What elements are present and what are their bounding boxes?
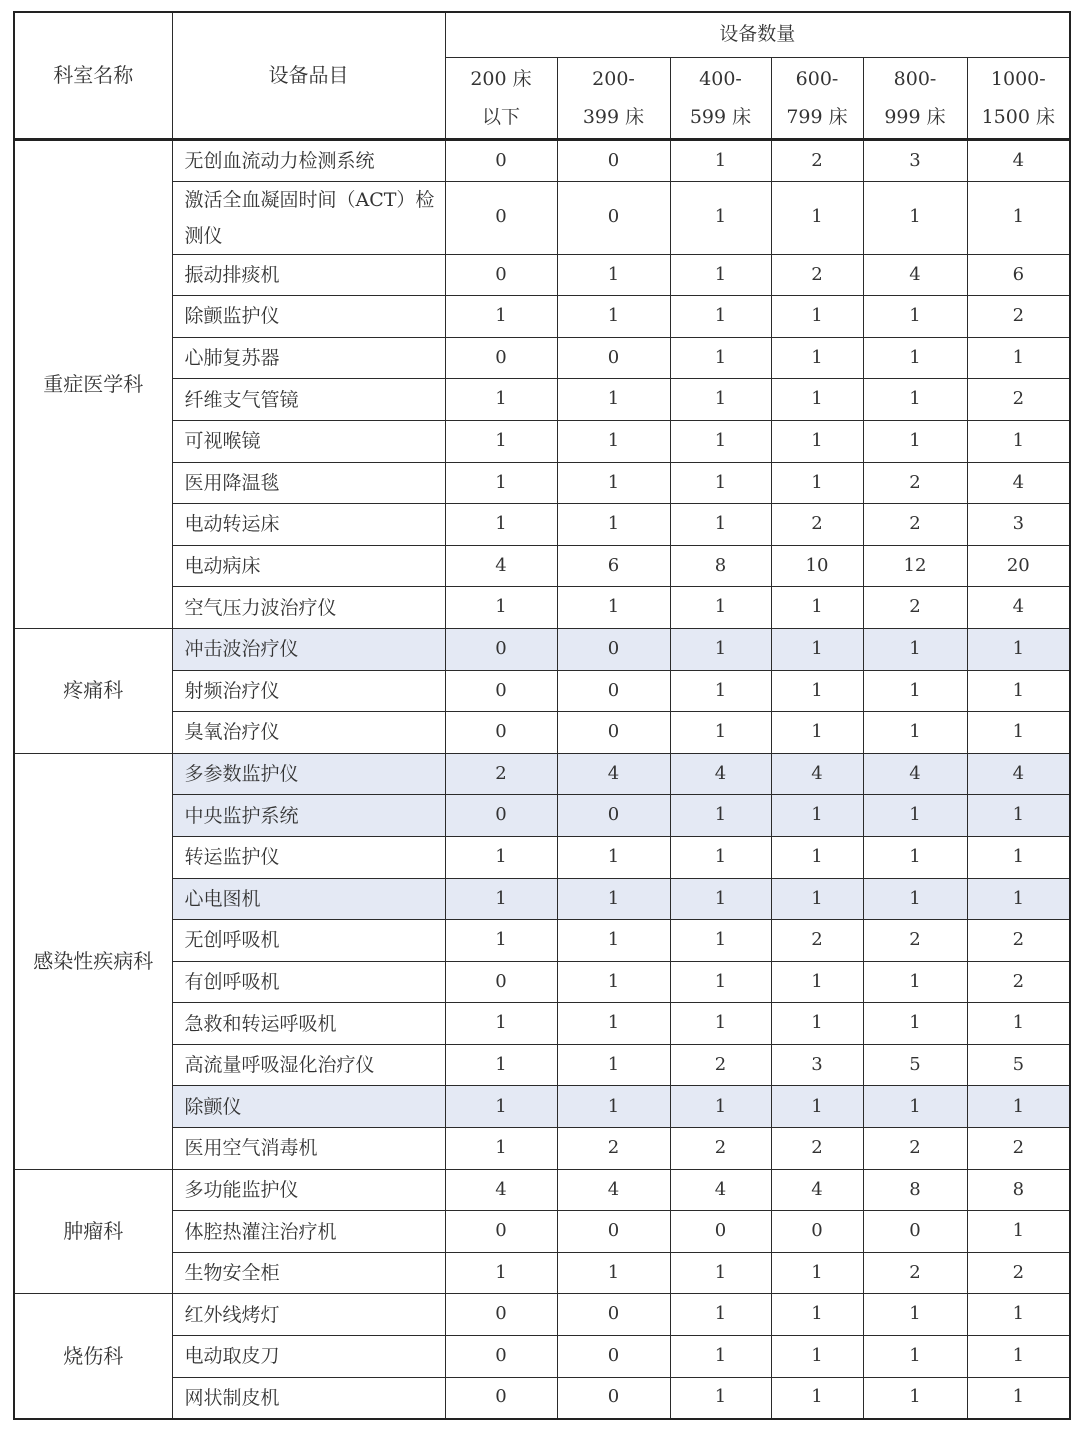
quantity-cell: 2 [967, 296, 1070, 338]
bed-range-line1: 800- [893, 68, 937, 90]
quantity-cell: 1 [771, 961, 863, 1003]
bed-range-line1: 200- [592, 68, 635, 90]
quantity-cell: 1 [771, 628, 863, 670]
quantity-cell: 1 [557, 462, 670, 504]
item-column-header: 设备品目 [172, 12, 445, 140]
quantity-cell: 1 [557, 878, 670, 920]
quantity-cell: 1 [670, 420, 771, 462]
equipment-item: 可视喉镜 [172, 420, 445, 462]
table-row [14, 628, 1070, 670]
table-row [14, 878, 1070, 920]
equipment-item: 除颤监护仪 [172, 296, 445, 338]
quantity-cell: 2 [967, 1252, 1070, 1294]
quantity-cell: 2 [771, 140, 863, 182]
quantity-cell: 1 [967, 1377, 1070, 1419]
quantity-cell: 1 [557, 1086, 670, 1128]
quantity-cell: 1 [863, 1377, 967, 1419]
quantity-cell: 4 [967, 140, 1070, 182]
quantity-cell: 0 [557, 628, 670, 670]
quantity-cell: 1 [863, 296, 967, 338]
table-row [14, 420, 1070, 462]
quantity-cell: 4 [967, 462, 1070, 504]
bed-range-line2: 599 床 [689, 106, 752, 128]
quantity-cell: 1 [670, 836, 771, 878]
equipment-item: 急救和转运呼吸机 [172, 1003, 445, 1045]
quantity-cell: 1 [863, 878, 967, 920]
quantity-cell: 4 [445, 545, 557, 587]
quantity-cell: 1 [670, 670, 771, 712]
quantity-cell: 1 [967, 878, 1070, 920]
table-row [14, 254, 1070, 296]
bed-range-header [863, 58, 967, 140]
quantity-cell: 1 [670, 1377, 771, 1419]
quantity-cell: 0 [557, 1211, 670, 1253]
quantity-cell: 5 [863, 1044, 967, 1086]
equipment-item: 冲击波治疗仪 [172, 628, 445, 670]
dept-column-header: 科室名称 [14, 12, 172, 140]
quantity-cell: 1 [670, 140, 771, 182]
equipment-item: 电动转运床 [172, 504, 445, 546]
quantity-cell: 8 [863, 1169, 967, 1211]
quantity-cell: 1 [670, 1003, 771, 1045]
bed-range-header [557, 58, 670, 140]
quantity-cell: 1 [670, 296, 771, 338]
table-row [14, 296, 1070, 338]
quantity-cell: 1 [670, 587, 771, 629]
quantity-cell: 1 [967, 836, 1070, 878]
quantity-cell: 1 [771, 1294, 863, 1336]
quantity-cell: 1 [863, 337, 967, 379]
equipment-item: 振动排痰机 [172, 254, 445, 296]
quantity-cell: 2 [670, 1044, 771, 1086]
quantity-cell: 1 [967, 1336, 1070, 1378]
quantity-cell: 1 [670, 1336, 771, 1378]
quantity-cell: 1 [670, 181, 771, 254]
quantity-cell: 1 [967, 795, 1070, 837]
quantity-cell: 1 [670, 1252, 771, 1294]
quantity-cell: 1 [967, 181, 1070, 254]
equipment-table [13, 11, 1071, 1420]
table-row [14, 836, 1070, 878]
quantity-cell: 2 [771, 920, 863, 962]
quantity-cell: 1 [557, 379, 670, 421]
quantity-cell: 0 [445, 712, 557, 754]
table-row [14, 1044, 1070, 1086]
table-row [14, 1169, 1070, 1211]
quantity-cell: 1 [670, 878, 771, 920]
table-row [14, 1128, 1070, 1170]
quantity-cell: 1 [557, 587, 670, 629]
quantity-cell: 4 [557, 1169, 670, 1211]
table-row [14, 1086, 1070, 1128]
quantity-cell: 0 [557, 795, 670, 837]
quantity-cell: 4 [863, 753, 967, 795]
equipment-item: 有创呼吸机 [172, 961, 445, 1003]
equipment-item: 多功能监护仪 [172, 1169, 445, 1211]
quantity-cell: 0 [445, 1211, 557, 1253]
quantity-cell: 1 [445, 1003, 557, 1045]
quantity-cell: 0 [557, 670, 670, 712]
quantity-cell: 1 [557, 961, 670, 1003]
quantity-cell: 1 [863, 379, 967, 421]
equipment-item: 网状制皮机 [172, 1377, 445, 1419]
table-row [14, 920, 1070, 962]
bed-range-header [445, 58, 557, 140]
equipment-item: 医用空气消毒机 [172, 1128, 445, 1170]
equipment-item: 纤维支气管镜 [172, 379, 445, 421]
table-row [14, 1211, 1070, 1253]
quantity-cell: 1 [670, 1086, 771, 1128]
quantity-cell: 1 [771, 878, 863, 920]
quantity-cell: 0 [557, 1336, 670, 1378]
table-row [14, 379, 1070, 421]
quantity-cell: 1 [967, 712, 1070, 754]
department-name: 重症医学科 [14, 140, 172, 629]
equipment-item: 心电图机 [172, 878, 445, 920]
table-header [14, 12, 1070, 140]
quantity-cell: 0 [771, 1211, 863, 1253]
equipment-item: 生物安全柜 [172, 1252, 445, 1294]
equipment-item: 医用降温毯 [172, 462, 445, 504]
quantity-cell: 0 [445, 254, 557, 296]
quantity-cell: 12 [863, 545, 967, 587]
department-name: 肿瘤科 [14, 1169, 172, 1294]
quantity-cell: 0 [445, 961, 557, 1003]
table-row [14, 181, 1070, 254]
quantity-cell: 2 [967, 1128, 1070, 1170]
quantity-cell: 0 [557, 337, 670, 379]
table-row [14, 337, 1070, 379]
department-name: 感染性疾病科 [14, 753, 172, 1169]
bed-range-line2: 999 床 [884, 106, 946, 128]
table-row [14, 712, 1070, 754]
quantity-cell: 0 [445, 1294, 557, 1336]
equipment-item: 无创血流动力检测系统 [172, 140, 445, 182]
quantity-cell: 8 [670, 545, 771, 587]
bed-range-line1: 600- [795, 68, 839, 90]
quantity-cell: 1 [670, 462, 771, 504]
quantity-cell: 1 [445, 296, 557, 338]
quantity-cell: 1 [557, 1252, 670, 1294]
quantity-cell: 1 [670, 712, 771, 754]
quantity-cell: 1 [967, 1003, 1070, 1045]
quantity-cell: 1 [557, 296, 670, 338]
quantity-cell: 0 [445, 140, 557, 182]
quantity-cell: 1 [670, 920, 771, 962]
quantity-cell: 0 [670, 1211, 771, 1253]
quantity-cell: 1 [557, 920, 670, 962]
quantity-cell: 1 [557, 420, 670, 462]
quantity-cell: 1 [445, 878, 557, 920]
bed-range-header [771, 58, 863, 140]
quantity-cell: 6 [967, 254, 1070, 296]
quantity-cell: 4 [670, 1169, 771, 1211]
quantity-cell: 1 [557, 836, 670, 878]
table-row [14, 1336, 1070, 1378]
table-row [14, 140, 1070, 182]
equipment-item: 高流量呼吸湿化治疗仪 [172, 1044, 445, 1086]
quantity-cell: 0 [445, 181, 557, 254]
quantity-cell: 0 [445, 795, 557, 837]
quantity-cell: 1 [863, 836, 967, 878]
bed-range-header [967, 58, 1070, 140]
quantity-cell: 1 [771, 1377, 863, 1419]
table-row [14, 545, 1070, 587]
quantity-cell: 2 [863, 920, 967, 962]
quantity-cell: 10 [771, 545, 863, 587]
quantity-cell: 6 [557, 545, 670, 587]
quantity-cell: 2 [557, 1128, 670, 1170]
quantity-cell: 1 [445, 379, 557, 421]
quantity-cell: 1 [771, 795, 863, 837]
quantity-cell: 3 [967, 504, 1070, 546]
quantity-cell: 1 [557, 254, 670, 296]
quantity-cell: 20 [967, 545, 1070, 587]
quantity-cell: 1 [445, 587, 557, 629]
equipment-item: 射频治疗仪 [172, 670, 445, 712]
equipment-item: 电动取皮刀 [172, 1336, 445, 1378]
equipment-item: 电动病床 [172, 545, 445, 587]
quantity-cell: 1 [670, 1294, 771, 1336]
quantity-cell: 2 [670, 1128, 771, 1170]
table-row [14, 504, 1070, 546]
quantity-cell: 4 [670, 753, 771, 795]
quantity-cell: 1 [670, 628, 771, 670]
quantity-cell: 1 [771, 296, 863, 338]
bed-range-line1: 1000- [990, 68, 1046, 90]
quantity-cell: 1 [670, 379, 771, 421]
table-row [14, 670, 1070, 712]
quantity-cell: 1 [967, 1294, 1070, 1336]
quantity-cell: 1 [670, 254, 771, 296]
quantity-cell: 1 [967, 1211, 1070, 1253]
quantity-cell: 0 [557, 712, 670, 754]
quantity-cell: 1 [863, 1336, 967, 1378]
quantity-cell: 4 [771, 1169, 863, 1211]
table-row [14, 587, 1070, 629]
table-row [14, 961, 1070, 1003]
quantity-cell: 0 [445, 1336, 557, 1378]
quantity-cell: 1 [445, 420, 557, 462]
quantity-cell: 1 [771, 1252, 863, 1294]
quantity-cell: 1 [771, 670, 863, 712]
quantity-cell: 1 [967, 420, 1070, 462]
quantity-cell: 1 [771, 420, 863, 462]
quantity-cell: 1 [863, 181, 967, 254]
department-name: 烧伤科 [14, 1294, 172, 1419]
quantity-cell: 0 [445, 337, 557, 379]
quantity-cell: 1 [863, 1294, 967, 1336]
table-row [14, 753, 1070, 795]
quantity-cell: 1 [771, 462, 863, 504]
quantity-cell: 0 [557, 1294, 670, 1336]
table-row [14, 1003, 1070, 1045]
quantity-cell: 4 [771, 753, 863, 795]
quantity-cell: 1 [445, 836, 557, 878]
quantity-cell: 1 [670, 337, 771, 379]
quantity-cell: 0 [557, 140, 670, 182]
equipment-item: 除颤仪 [172, 1086, 445, 1128]
quantity-cell: 1 [557, 1003, 670, 1045]
equipment-item: 转运监护仪 [172, 836, 445, 878]
equipment-item: 多参数监护仪 [172, 753, 445, 795]
quantity-cell: 1 [863, 420, 967, 462]
quantity-cell: 1 [445, 1252, 557, 1294]
quantity-cell: 2 [863, 462, 967, 504]
equipment-item: 激活全血凝固时间（ACT）检测仪 [172, 181, 445, 254]
quantity-cell: 1 [863, 712, 967, 754]
quantity-cell: 1 [670, 504, 771, 546]
quantity-cell: 2 [863, 587, 967, 629]
quantity-cell: 2 [967, 961, 1070, 1003]
quantity-cell: 2 [445, 753, 557, 795]
equipment-item: 空气压力波治疗仪 [172, 587, 445, 629]
quantity-cell: 3 [771, 1044, 863, 1086]
quantity-cell: 2 [863, 504, 967, 546]
quantity-cell: 2 [863, 1252, 967, 1294]
quantity-cell: 1 [771, 379, 863, 421]
bed-range-line2: 1500 床 [981, 106, 1055, 128]
quantity-cell: 2 [863, 1128, 967, 1170]
table-row [14, 1294, 1070, 1336]
quantity-cell: 0 [445, 1377, 557, 1419]
bed-range-line2: 以下 [481, 106, 520, 128]
quantity-cell: 1 [445, 1128, 557, 1170]
quantity-cell: 1 [771, 712, 863, 754]
quantity-cell: 1 [771, 1086, 863, 1128]
quantity-cell: 8 [967, 1169, 1070, 1211]
equipment-item: 心肺复苏器 [172, 337, 445, 379]
bed-range-line1: 200 床 [470, 68, 532, 90]
table-row [14, 1252, 1070, 1294]
quantity-cell: 1 [445, 920, 557, 962]
quantity-cell: 1 [771, 1336, 863, 1378]
quantity-cell: 5 [967, 1044, 1070, 1086]
quantity-cell: 1 [863, 795, 967, 837]
quantity-cell: 0 [445, 628, 557, 670]
bed-range-header [670, 58, 771, 140]
quantity-group-header: 设备数量 [445, 12, 1070, 58]
bed-range-line2: 799 床 [786, 106, 848, 128]
equipment-item: 臭氧治疗仪 [172, 712, 445, 754]
table-row [14, 795, 1070, 837]
quantity-cell: 1 [771, 181, 863, 254]
quantity-cell: 0 [557, 1377, 670, 1419]
table-row [14, 1377, 1070, 1419]
quantity-cell: 2 [771, 1128, 863, 1170]
quantity-cell: 0 [557, 181, 670, 254]
quantity-cell: 1 [557, 1044, 670, 1086]
equipment-item: 中央监护系统 [172, 795, 445, 837]
department-name: 疼痛科 [14, 628, 172, 753]
bed-range-line1: 400- [699, 68, 742, 90]
quantity-cell: 4 [445, 1169, 557, 1211]
quantity-cell: 1 [967, 1086, 1070, 1128]
table-row [14, 462, 1070, 504]
quantity-cell: 2 [771, 254, 863, 296]
quantity-cell: 2 [771, 504, 863, 546]
quantity-cell: 0 [445, 670, 557, 712]
quantity-cell: 1 [863, 1003, 967, 1045]
equipment-item: 无创呼吸机 [172, 920, 445, 962]
quantity-cell: 1 [967, 670, 1070, 712]
quantity-cell: 4 [557, 753, 670, 795]
quantity-cell: 1 [863, 670, 967, 712]
equipment-item: 体腔热灌注治疗机 [172, 1211, 445, 1253]
quantity-cell: 1 [670, 795, 771, 837]
quantity-cell: 4 [967, 587, 1070, 629]
quantity-cell: 1 [771, 337, 863, 379]
quantity-cell: 1 [445, 1044, 557, 1086]
quantity-cell: 1 [557, 504, 670, 546]
quantity-cell: 1 [445, 1086, 557, 1128]
quantity-cell: 1 [967, 337, 1070, 379]
quantity-cell: 1 [967, 628, 1070, 670]
quantity-cell: 3 [863, 140, 967, 182]
quantity-cell: 0 [863, 1211, 967, 1253]
table-body [14, 140, 1070, 1419]
quantity-cell: 1 [771, 1003, 863, 1045]
quantity-cell: 1 [863, 1086, 967, 1128]
quantity-cell: 4 [863, 254, 967, 296]
quantity-cell: 1 [863, 628, 967, 670]
quantity-cell: 4 [967, 753, 1070, 795]
quantity-cell: 1 [771, 836, 863, 878]
quantity-cell: 1 [771, 587, 863, 629]
equipment-item: 红外线烤灯 [172, 1294, 445, 1336]
bed-range-line2: 399 床 [582, 106, 645, 128]
quantity-cell: 1 [445, 462, 557, 504]
quantity-cell: 2 [967, 920, 1070, 962]
quantity-cell: 1 [863, 961, 967, 1003]
quantity-cell: 2 [967, 379, 1070, 421]
quantity-cell: 1 [445, 504, 557, 546]
quantity-cell: 1 [670, 961, 771, 1003]
